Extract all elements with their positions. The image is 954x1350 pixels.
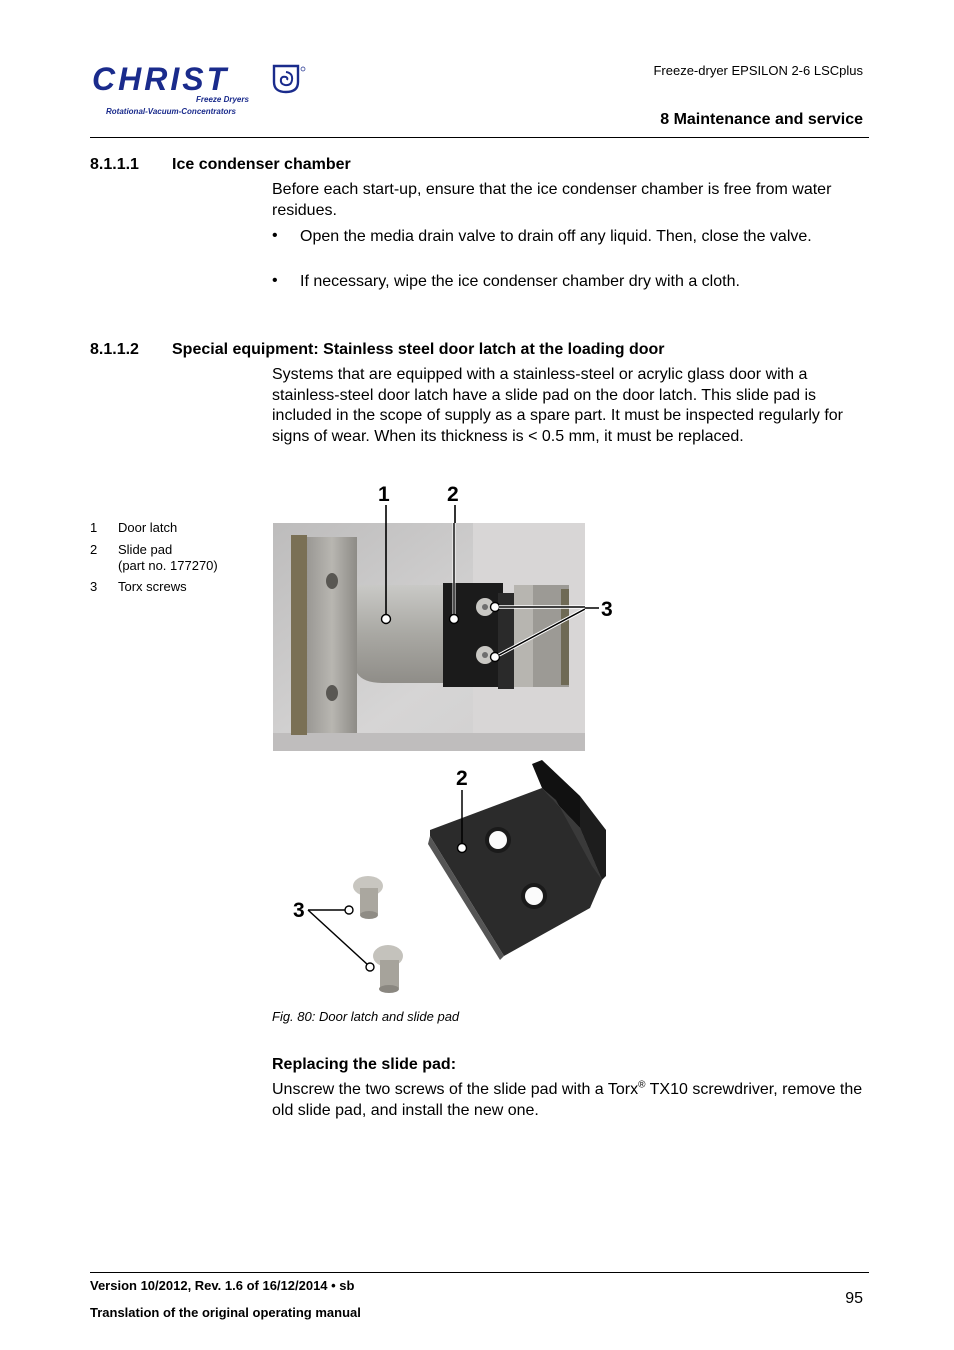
footer-translation-note: Translation of the original operating manual bbox=[90, 1305, 361, 1320]
legend-label: Door latch bbox=[118, 520, 178, 535]
legend-sublabel: (part no. 177270) bbox=[118, 558, 218, 573]
section-title: Ice condenser chamber bbox=[172, 156, 351, 173]
callout-label: 3 bbox=[293, 899, 305, 922]
section-title: Special equipment: Stainless steel door latch at the loading door bbox=[172, 341, 665, 358]
section-number: 8.1.1.2 bbox=[90, 341, 139, 358]
legend-number: 2 bbox=[90, 542, 98, 557]
subsection-heading: Replacing the slide pad: bbox=[272, 1056, 457, 1073]
legend-label: Slide pad bbox=[118, 542, 173, 557]
legend-item bbox=[90, 520, 177, 536]
bullet-item: If necessary, wipe the ice condenser chamber dry with a cloth. bbox=[300, 273, 740, 290]
slide-pad-photo bbox=[280, 760, 620, 1000]
section-number: 8.1.1.1 bbox=[90, 156, 139, 173]
legend-item bbox=[90, 579, 187, 595]
header-rule bbox=[90, 137, 869, 138]
door-latch-photo bbox=[273, 523, 585, 751]
christ-emblem-icon bbox=[272, 64, 306, 94]
header-chapter-title: 8 Maintenance and service bbox=[660, 111, 863, 128]
section-body: Systems that are equipped with a stainless-steel or acrylic glass door with a stainless-steel door latch have a slide pad on the door latch. This slide pad is included in the scope of supply as a spare part. It must be inspected regularly for signs of wear. When its thickness is < 0.5 mm, it must be replaced. bbox=[272, 366, 843, 445]
callout-label: 1 bbox=[378, 483, 390, 506]
legend-item bbox=[90, 542, 218, 574]
footer-rule bbox=[90, 1272, 869, 1273]
replacing-instructions: Unscrew the two screws of the slide pad with a Torx® TX10 screwdriver, remove the old slide pad, and install the new one. bbox=[272, 1079, 863, 1119]
legend-number: 1 bbox=[90, 520, 98, 535]
figure-caption: Fig. 80: Door latch and slide pad bbox=[272, 1009, 460, 1024]
header-product-name: Freeze-dryer EPSILON 2-6 LSCplus bbox=[653, 63, 863, 78]
callout-label: 2 bbox=[447, 483, 459, 506]
callout-label: 3 bbox=[601, 598, 613, 621]
footer-version: Version 10/2012, Rev. 1.6 of 16/12/2014 • sb bbox=[90, 1278, 355, 1293]
legend-number: 3 bbox=[90, 579, 98, 594]
callout-leader-line bbox=[585, 603, 599, 613]
callout-label: 2 bbox=[456, 767, 468, 790]
bullet-icon: • bbox=[272, 272, 278, 289]
legend-label: Torx screws bbox=[118, 579, 187, 594]
page-number: 95 bbox=[845, 1290, 863, 1307]
svg-text:CHRIST: CHRIST bbox=[92, 62, 230, 97]
logo-subtitle-freeze-dryers: Freeze Dryers bbox=[196, 95, 249, 104]
logo-subtitle-rvc: Rotational-Vacuum-Concentrators bbox=[106, 107, 236, 116]
callout-leader-lines bbox=[378, 505, 468, 525]
christ-logo bbox=[90, 62, 265, 98]
bullet-item: Open the media drain valve to drain off any liquid. Then, close the valve. bbox=[300, 228, 812, 245]
section-intro: Before each start-up, ensure that the ice condenser chamber is free from water residues. bbox=[272, 181, 832, 219]
bullet-icon: • bbox=[272, 227, 278, 244]
